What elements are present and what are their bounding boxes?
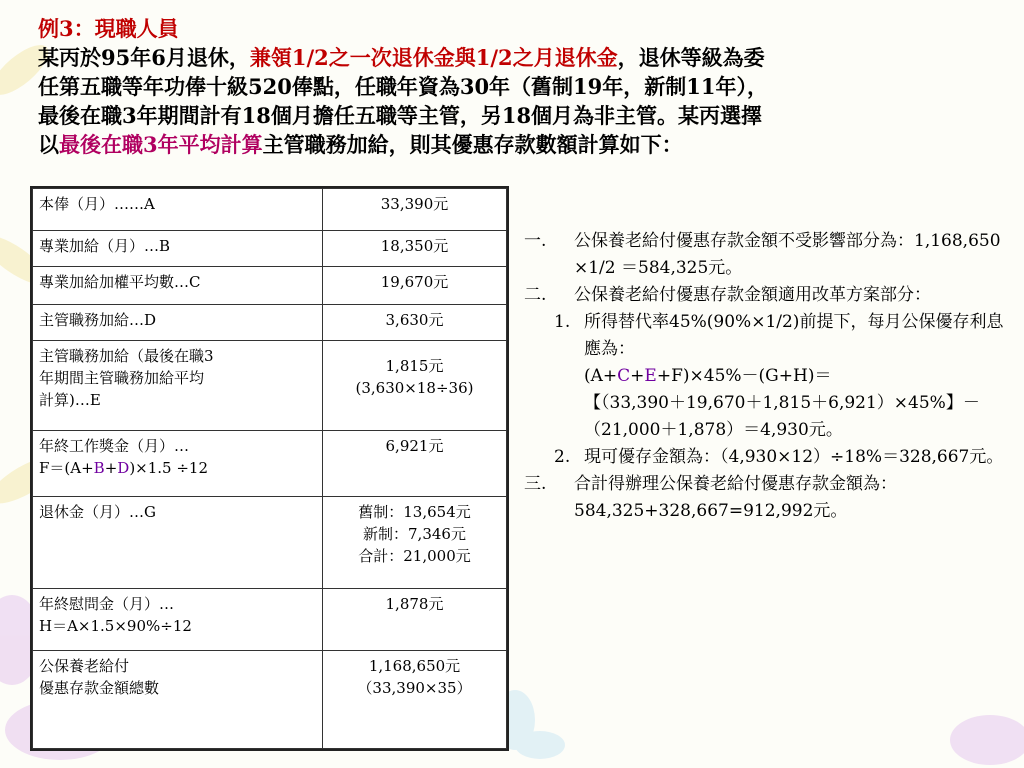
row-label: 專業加給（月）…B	[33, 231, 323, 267]
title-line-1: 例3：現職人員	[38, 16, 179, 41]
item-text: 公保養老給付優惠存款金額不受影響部分為：1,168,650 ×1/2 ＝584,325元。	[574, 231, 1001, 278]
row-value: 33,390元	[323, 189, 507, 231]
row-value: 18,350元	[323, 231, 507, 267]
row-value: 19,670元	[323, 267, 507, 305]
title-line-5: 以最後在職3年平均計算主管職務加給，則其優惠存款數額計算如下：	[38, 132, 683, 157]
table-row	[33, 431, 507, 497]
list-item	[524, 228, 1014, 282]
row-label: 年終工作獎金（月）… F＝(A+B+D)×1.5 ÷12	[33, 431, 323, 497]
row-value: 3,630元	[323, 305, 507, 341]
calculation-explanation	[524, 228, 1014, 525]
row-value: 1,815元 (3,630×18÷36)	[323, 341, 507, 431]
item-number: 二.	[524, 285, 547, 305]
row-label: 退休金（月）…G	[33, 497, 323, 589]
row-label: 年終慰問金（月）… H＝A×1.5×90%÷12	[33, 589, 323, 651]
row-label: 公保養老給付 優惠存款金額總數	[33, 651, 323, 749]
title-line-3: 任第五職等年功俸十級520俸點，任職年資為30年（舊制19年，新制11年），	[38, 74, 769, 99]
table-row	[33, 267, 507, 305]
table-row	[33, 231, 507, 267]
sub-item-text: 所得替代率45%(90%×1/2)前提下，每月公保優存利息應為： (A+C+E+F)×45%－(G+H)＝ 【（33,390＋19,670＋1,815＋6,921）×45%】－（21,000＋1,878）＝4,930元。	[584, 312, 1004, 440]
row-value: 1,168,650元 （33,390×35）	[323, 651, 507, 749]
table-row	[33, 305, 507, 341]
table-row	[33, 341, 507, 431]
table-row	[33, 189, 507, 231]
row-label: 本俸（月）……A	[33, 189, 323, 231]
item-text: 合計得辦理公保養老給付優惠存款金額為：584,325+328,667=912,992元。	[574, 474, 897, 521]
table-row	[33, 497, 507, 589]
title-line-4: 最後在職3年期間計有18個月擔任五職等主管，另18個月為非主管。某丙選擇	[38, 103, 763, 128]
list-item	[524, 282, 1014, 309]
item-number: 三.	[524, 474, 547, 494]
table-row	[33, 589, 507, 651]
row-value: 1,878元	[323, 589, 507, 651]
sub-item-text: 現可優存金額為：（4,930×12）÷18%＝328,667元。	[584, 447, 1004, 467]
example-title	[38, 14, 1008, 159]
row-label: 主管職務加給…D	[33, 305, 323, 341]
list-item	[524, 471, 1014, 525]
table-row	[33, 651, 507, 749]
sub-item-number: 1.	[554, 312, 571, 332]
item-text: 公保養老給付優惠存款金額適用改革方案部分：	[574, 285, 931, 305]
sub-item-number: 2.	[554, 447, 571, 467]
sub-item	[554, 309, 1014, 444]
row-label: 專業加給加權平均數…C	[33, 267, 323, 305]
salary-table	[30, 186, 509, 751]
row-value: 6,921元	[323, 431, 507, 497]
row-label: 主管職務加給（最後在職3 年期間主管職務加給平均 計算)…E	[33, 341, 323, 431]
title-line-2: 某丙於95年6月退休，兼領1/2之一次退休金與1/2之月退休金，退休等級為委	[38, 45, 765, 70]
sub-item	[554, 444, 1014, 471]
item-number: 一.	[524, 231, 547, 251]
row-value: 舊制：13,654元 新制：7,346元 合計：21,000元	[323, 497, 507, 589]
